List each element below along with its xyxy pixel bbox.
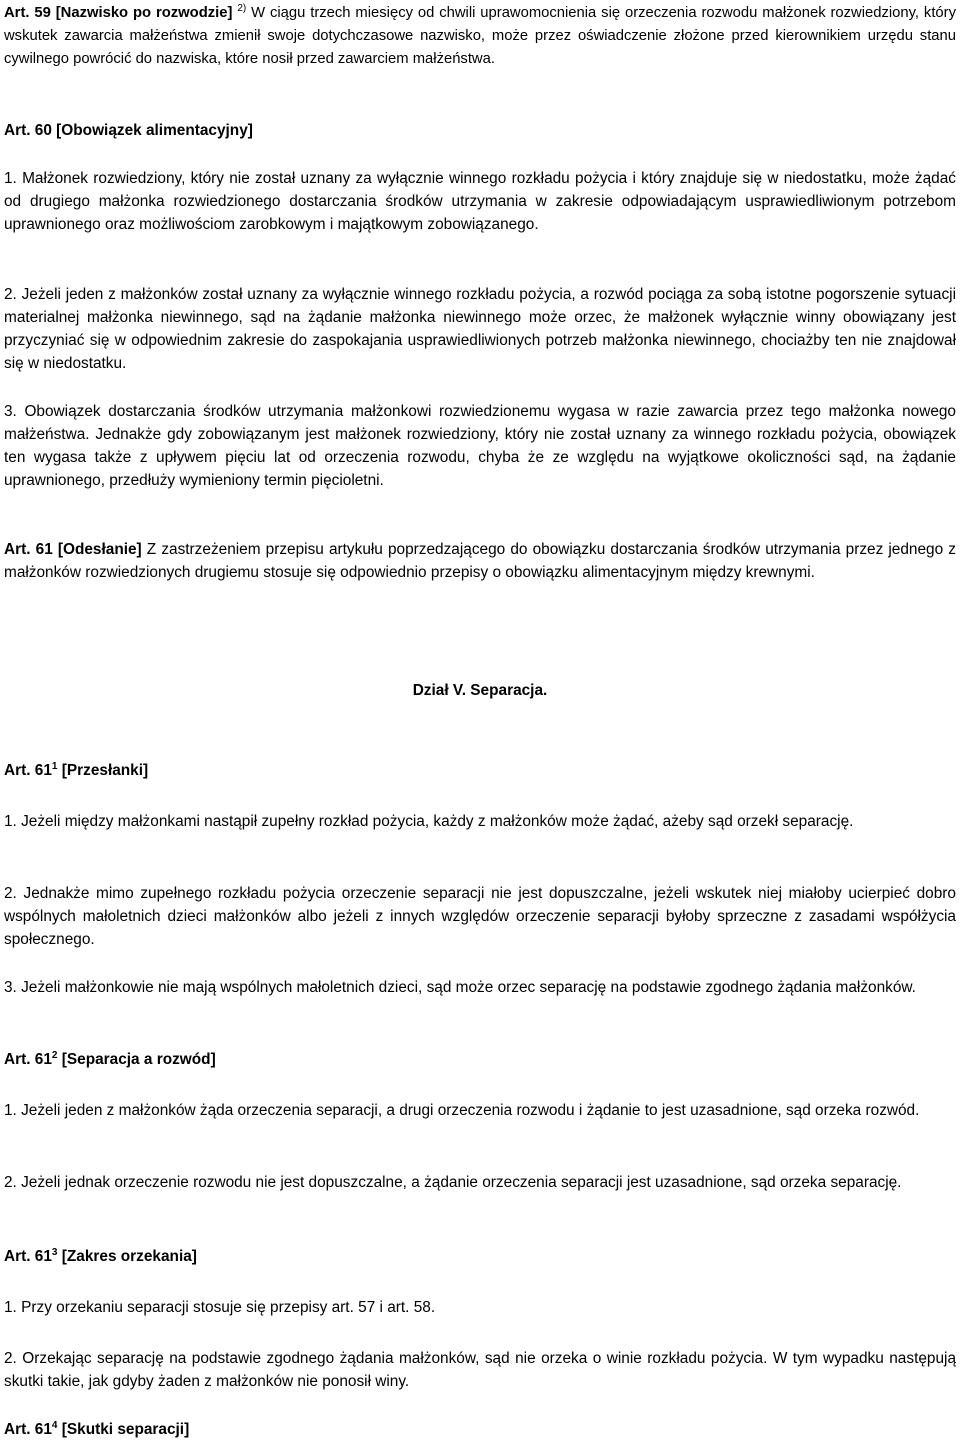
art61-4-heading-post: [Skutki separacji] (57, 1421, 190, 1438)
art60-paragraph-1: 1. Małżonek rozwiedziony, który nie został uznany za wyłącznie winnego rozkładu pożycia i który znajduje się w niedostatku, może żądać od drugiego małżonka rozwiedzionego dostarczania środków utrzymania w zakresie odpowiadającym usprawiedliwionym potrzebom uprawnionego oraz możliwościom zarobkowym i majątkowym zobowiązanego. (4, 170, 956, 233)
art59-text: W ciągu trzech miesięcy od chwili uprawomocnienia się orzeczenia rozwodu małżonek rozwiedziony, który wskutek zawarcia małżeństwa zmienił swoje dotychczasowe nazwisko, może przez oświadczenie złożone przed kierownikiem urzędu stanu cywilnego powrócić do nazwiska, które nosił przed zawarciem małżeństwa. (4, 5, 956, 67)
art61-3-heading (4, 1245, 197, 1268)
art60-paragraph-2: 2. Jeżeli jeden z małżonków został uznany za wyłącznie winnego rozkładu pożycia, a rozwód pociąga za sobą istotne pogorszenie sytuacji materialnej małżonka niewinnego, sąd na żądanie małżonka niewinnego może orzec, że małżonek wyłącznie winny obowiązany jest przyczyniać się w odpowiednim zakresie do zaspokajania usprawiedliwionych potrzeb małżonka niewinnego, chociażby ten nie znajdował się w niedostatku. (4, 286, 956, 372)
art61-1-paragraph-2: 2. Jednakże mimo zupełnego rozkładu pożycia orzeczenie separacji nie jest dopuszczalne, jeżeli wskutek niej miałoby ucierpieć dobro wspólnych małoletnich dzieci małżonków albo jeżeli z innych względów orzeczenie separacji byłoby sprzeczne z zasadami współżycia społecznego. (4, 885, 956, 948)
art61-2-heading-pre: Art. 61 (4, 1051, 52, 1068)
footnote-ref: 2) (237, 3, 247, 15)
art61-2-sup: 2 (51, 1049, 58, 1061)
art61-3-paragraph-1: 1. Przy orzekaniu separacji stosuje się przepisy art. 57 i art. 58. (4, 1299, 436, 1316)
art61-4-heading (4, 1418, 189, 1441)
section-title: Dział V. Separacja. (412, 682, 548, 699)
art61-4-sup: 4 (51, 1419, 58, 1431)
art61-2-heading (4, 1048, 216, 1071)
art59-heading: Art. 59 [Nazwisko po rozwodzie] (4, 5, 238, 21)
art59-paragraph (4, 2, 956, 71)
art61-1-heading-pre: Art. 61 (4, 762, 52, 779)
art61-4-heading-pre: Art. 61 (4, 1421, 52, 1438)
art61-1-sup: 1 (51, 760, 58, 772)
art60-paragraph-3: 3. Obowiązek dostarczania środków utrzymania małżonkowi rozwiedzionemu wygasa w razie zawarcia przez tego małżonka nowego małżeństwa. Jednakże gdy zobowiązanym jest małżonek rozwiedziony, który nie został uznany za winnego rozkładu pożycia, obowiązek ten wygasa także z upływem pięciu lat od orzeczenia rozwodu, chyba że ze względu na wyjątkowe okoliczności sąd, na żądanie uprawnionego, przedłuży wymieniony termin pięcioletni. (4, 403, 956, 489)
art60-heading: Art. 60 [Obowiązek alimentacyjny] (4, 122, 253, 139)
art61-1-heading-post: [Przesłanki] (57, 762, 149, 779)
art61-3-sup: 3 (51, 1246, 58, 1258)
art61-2-paragraph-2: 2. Jeżeli jednak orzeczenie rozwodu nie jest dopuszczalne, a żądanie orzeczenia separacji jest uzasadnione, sąd orzeka separację. (4, 1174, 902, 1191)
art61-3-paragraph-2: 2. Orzekając separację na podstawie zgodnego żądania małżonków, sąd nie orzeka o winie rozkładu pożycia. W tym wypadku następują skutki takie, jak gdyby żaden z małżonków nie ponosił winy. (4, 1350, 956, 1390)
art61-2-heading-post: [Separacja a rozwód] (57, 1051, 216, 1068)
art61-2-paragraph-1: 1. Jeżeli jeden z małżonków żąda orzeczenia separacji, a drugi orzeczenia rozwodu i żądanie to jest uzasadnione, sąd orzeka rozwód. (4, 1102, 920, 1119)
art61-3-heading-post: [Zakres orzekania] (57, 1248, 197, 1265)
art61-1-paragraph-3: 3. Jeżeli małżonkowie nie mają wspólnych małoletnich dzieci, sąd może orzec separację na podstawie zgodnego żądania małżonków. (4, 979, 916, 996)
art61-1-heading (4, 759, 148, 782)
art61-paragraph (4, 538, 956, 584)
art61-heading: Art. 61 [Odesłanie] (4, 541, 142, 558)
art61-text: Z zastrzeżeniem przepisu artykułu poprzedzającego do obowiązku dostarczania środków utrzymania przez jednego z małżonków rozwiedzionych drugiemu stosuje się odpowiednio przepisy o obowiązku alimentacyjnym między krewnymi. (4, 541, 956, 581)
art61-1-paragraph-1: 1. Jeżeli między małżonkami nastąpił zupełny rozkład pożycia, każdy z małżonków może żądać, ażeby sąd orzekł separację. (4, 813, 854, 830)
art61-3-heading-pre: Art. 61 (4, 1248, 52, 1265)
